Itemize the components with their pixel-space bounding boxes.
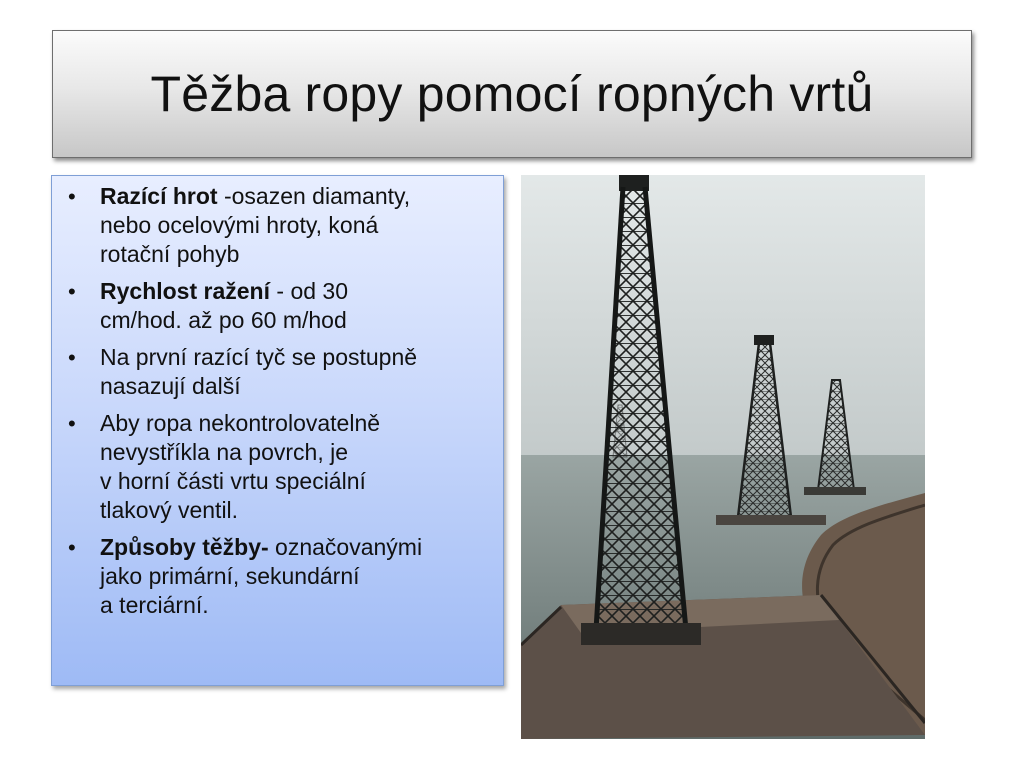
bullet-text: -osazen diamanty,	[217, 183, 411, 209]
slide-title: Těžba ropy pomocí ropných vrtů	[150, 66, 874, 122]
bullet-bold-text: Razící hrot	[100, 183, 218, 209]
bullet-text: - od 30	[270, 278, 348, 304]
bullet-text: Na první razící tyč se postupně	[100, 344, 418, 370]
bullet-text: jako primární, sekundární	[100, 563, 360, 589]
bullet-text: nevystříkla na povrch, je	[100, 439, 349, 465]
oil-derricks-illustration	[521, 175, 925, 739]
bullet-item	[62, 409, 491, 525]
bullet-item	[62, 277, 491, 335]
bullet-dot-icon: •	[68, 279, 76, 304]
bullet-item	[62, 182, 491, 269]
bullet-text: označovanými	[268, 534, 423, 560]
bullet-dot-icon: •	[68, 184, 76, 209]
bullet-text: tlakový ventil.	[100, 497, 239, 523]
bullet-dot-icon: •	[68, 535, 76, 560]
bullet-dot-icon: •	[68, 345, 76, 370]
bullet-item	[62, 533, 491, 620]
bullet-item	[62, 343, 491, 401]
bullet-text: cm/hod. až po 60 m/hod	[100, 307, 347, 333]
bullet-text: rotační pohyb	[100, 241, 240, 267]
oil-derricks-photo	[521, 175, 925, 739]
bullet-dot-icon: •	[68, 411, 76, 436]
sky	[521, 175, 925, 465]
bullet-list	[62, 182, 491, 620]
bullet-text: v horní části vrtu speciální	[100, 468, 366, 494]
bullet-text: nasazují další	[100, 373, 241, 399]
bullet-text: a terciární.	[100, 592, 209, 618]
content-box	[51, 175, 504, 686]
bullet-bold-text: Rychlost ražení	[100, 278, 270, 304]
bullet-text: Aby ropa nekontrolovatelně	[100, 410, 381, 436]
bullet-bold-text: Způsoby těžby-	[100, 534, 269, 560]
title-box	[52, 30, 972, 158]
bullet-text: nebo ocelovými hroty, koná	[100, 212, 379, 238]
